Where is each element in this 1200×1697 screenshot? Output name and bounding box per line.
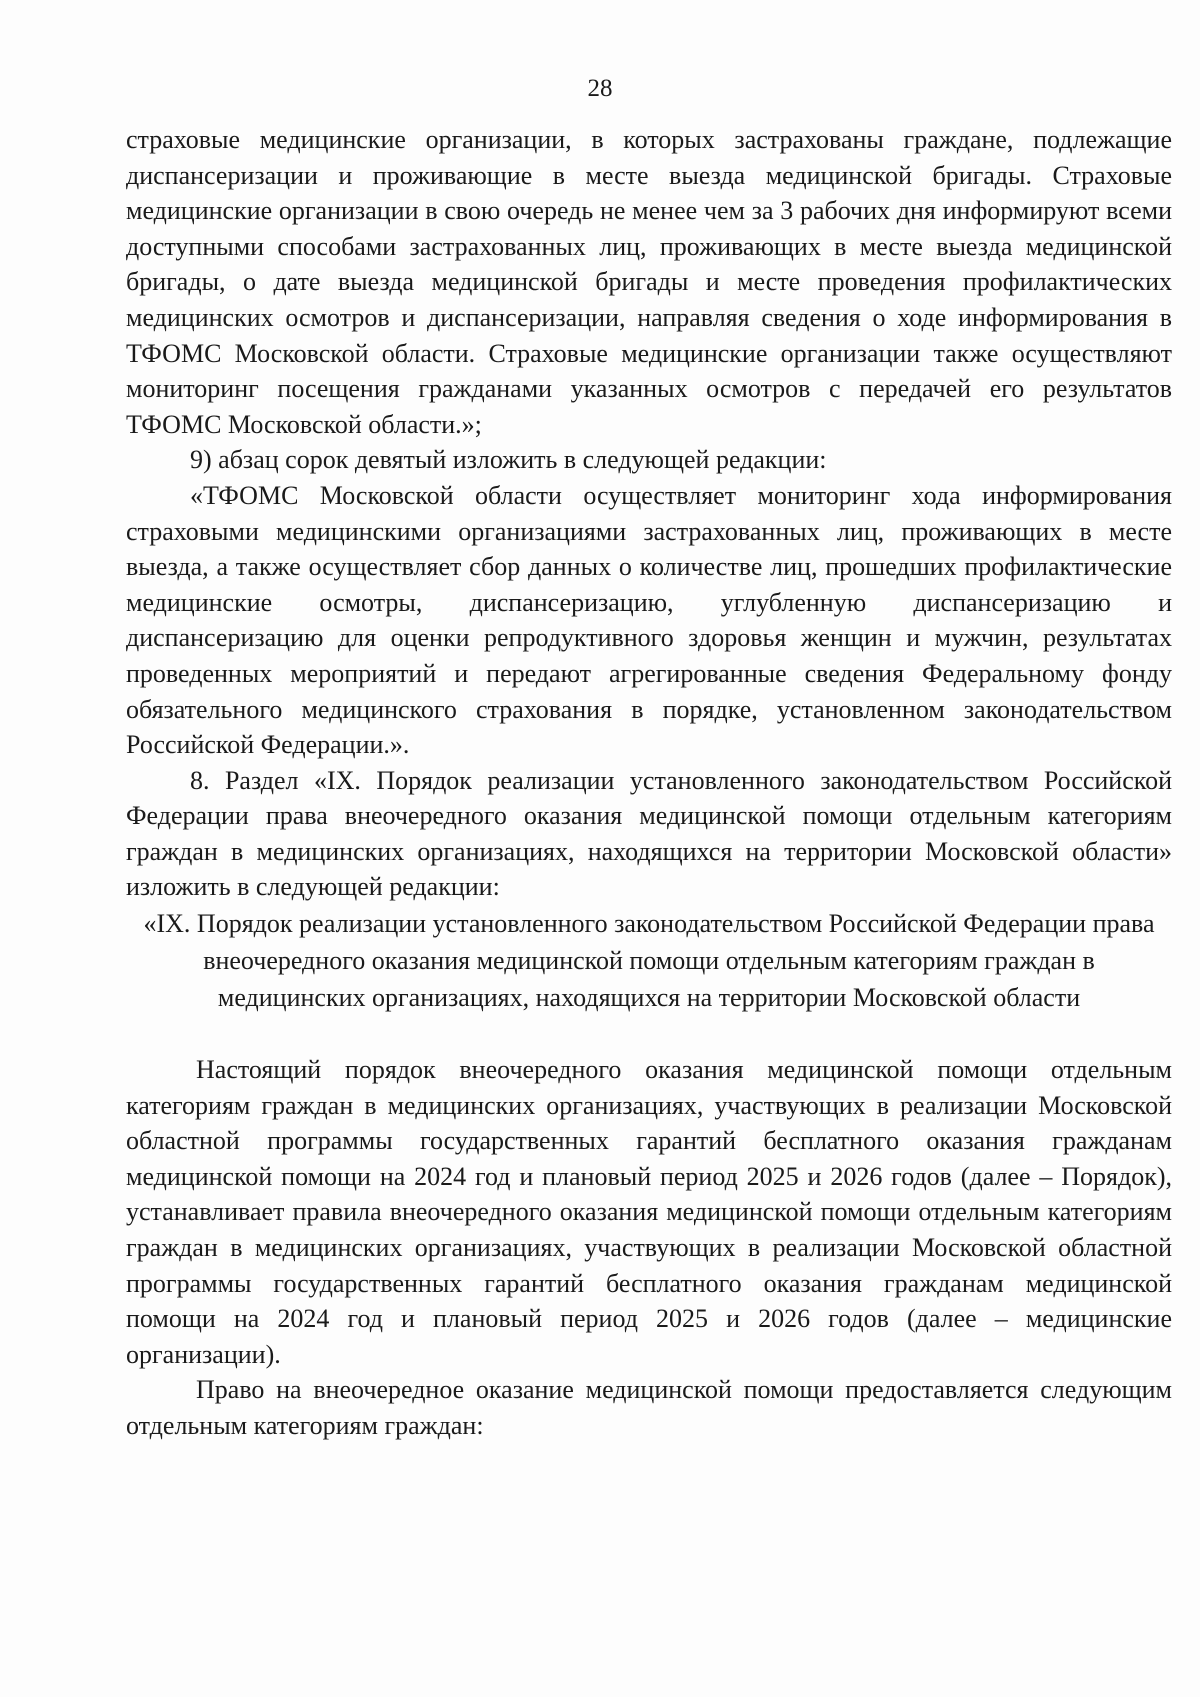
paragraph-amendment-9: 9) абзац сорок девятый изложить в следующей редакции: <box>190 445 827 475</box>
page-number: 28 <box>587 75 613 102</box>
paragraph-procedure-intro: Настоящий порядок внеочередного оказания медицинской помощи отдельным категориям граждан в медицинских организациях, участвующих в реализации Московской областной программы государственных гарантий бесплатного оказания гражданам медицинской помощи на 2024 год и плановый период 2025 и 2026 годов (далее – Порядок), устанавливает правила внеочередного оказания медицинской помощи отдельным категориям граждан в медицинских организациях, участвующих в реализации Московской областной программы государственных гарантий бесплатного оказания гражданам медицинской помощи на 2024 год и плановый период 2025 и 2026 годов (далее – медицинские организации). <box>126 1055 1172 1369</box>
blank-line <box>126 1016 1172 1052</box>
document-body <box>126 122 1172 1444</box>
paragraph-right-to-priority: Право на внеочередное оказание медицинской помощи предоставляется следующим отдельным категориям граждан: <box>126 1375 1172 1440</box>
paragraph-section-8: 8. Раздел «IX. Порядок реализации установленного законодательством Российской Федерации права внеочередного оказания медицинской помощи отдельным категориям граждан в медицинских организациях, находящихся на территории Московской области» изложить в следующей редакции: <box>126 765 1172 902</box>
section-body <box>126 1052 1172 1444</box>
paragraph-tfoms-monitoring: «ТФОМС Московской области осуществляет мониторинг хода информирования страховыми медицинскими организациями застрахованных лиц, проживающих в месте выезда, а также осуществляет сбор данных о количестве лиц, прошедших профилактические медицинские осмотры, диспансеризацию, углубленную диспансеризацию и диспансеризацию для оценки репродуктивного здоровья женщин и мужчин, результатах проведенных мероприятий и передают агрегированные сведения Федеральному фонду обязательного медицинского страхования в порядке, установленном законодательством Российской Федерации.». <box>126 480 1172 760</box>
paragraph-continuation: страховые медицинские организации, в которых застрахованы граждане, подлежащие диспансеризации и проживающие в месте выезда медицинской бригады. Страховые медицинские организации в свою очередь не менее чем за 3 рабочих дня информируют всеми доступными способами застрахованных лиц, проживающих в месте выезда медицинской бригады, о дате выезда медицинской бригады и месте проведения профилактических медицинских осмотров и диспансеризации, направляя сведения о ходе информирования в ТФОМС Московской области. Страховые медицинские организации также осуществляют мониторинг посещения гражданами указанных осмотров с передачей его результатов ТФОМС Московской области.»; <box>126 125 1172 439</box>
section-heading: «IX. Порядок реализации установленного законодательством Российской Федерации права внеочередного оказания медицинской помощи отдельным категориям граждан в медицинских организациях, находящихся на территории Московской области <box>143 909 1155 1013</box>
